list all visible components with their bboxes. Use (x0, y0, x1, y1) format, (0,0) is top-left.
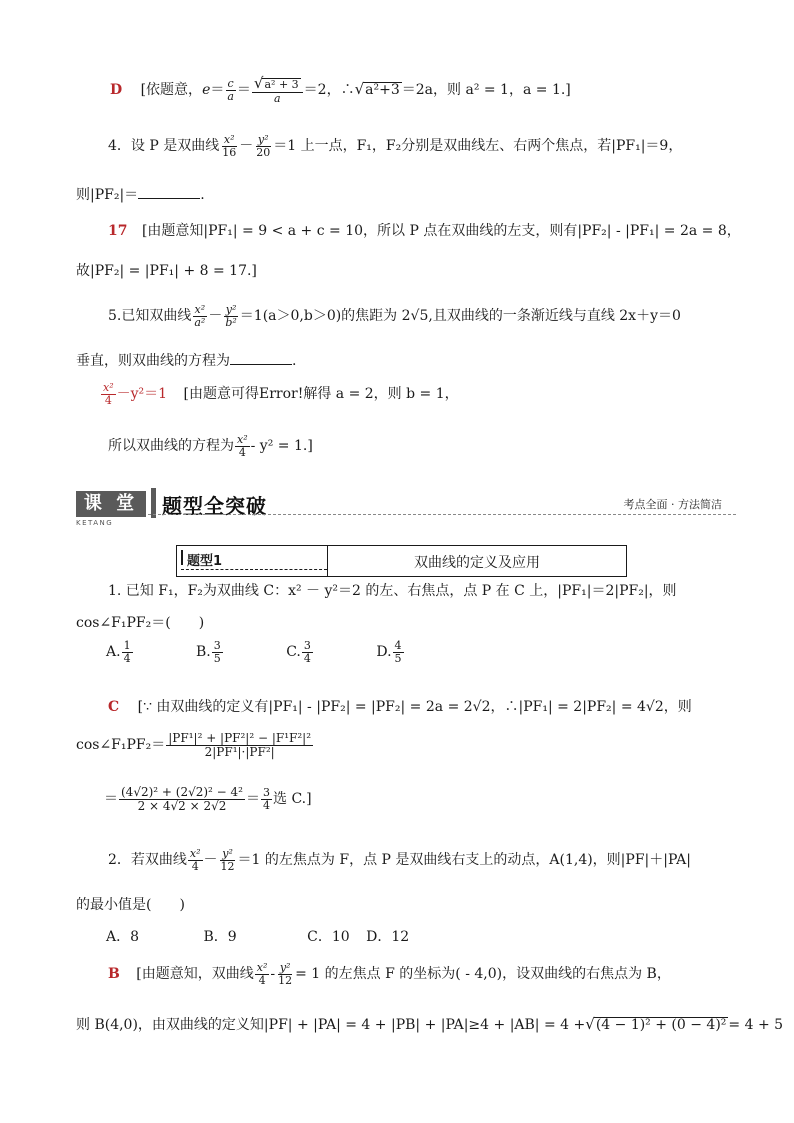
question-4-line1: 4．设 P 是双曲线 $\frac{\text{x²}}{16}$ － $\frac{\text{y²}}{20}$ ＝1 上一点，F₁，F₂分别是双曲线左、右两个焦点，若|PF₁|＝9， (108, 133, 683, 159)
answer-letter: 17 (108, 223, 128, 239)
answer-3-line: D [依题意，e＝ $\frac{c}{a}$ ＝ $\frac{\text{√a² + 3}}{a}$ ＝2，∴√a²+3 ＝2a，则 a² = 1，a = 1.] (110, 74, 571, 105)
option-a: A. $\frac{1}{4}$ (106, 639, 131, 665)
section-header (76, 488, 736, 530)
option-d: D．12 (366, 929, 410, 945)
problem-2-line2: 的最小值是( ) (76, 897, 185, 913)
problem-1-line2: cos∠F₁PF₂＝( ) (76, 615, 205, 631)
answer-2-line2: 则 B(4,0)，由双曲线的定义知|PF| + |PA| = 4 + |PB| + |PA|≥4 + |AB| = 4 +√(4 − 1)² + (0 − 4)² = 4 + 5 (76, 1015, 784, 1033)
answer-letter: D (110, 82, 123, 99)
option-a: A．8 (106, 929, 140, 945)
type-heading-box (176, 545, 627, 577)
answer-5-line1: $\frac{\text{x²}}{4}$ －y²＝1 [由题意可得Error!解得 a = 2，则 b = 1， (103, 381, 459, 407)
type-label: 题型1 (187, 554, 223, 569)
fraction: $\frac{c}{a}$ (227, 77, 234, 103)
section-subtitle: 考点全面 · 方法简洁 (623, 498, 722, 511)
section-label: 课 堂 (76, 491, 146, 517)
answer-blank (138, 186, 200, 199)
question-5-line2: 垂直，则双曲线的方程为 . (76, 353, 297, 369)
problem-1-line1: 1. 已知 F₁，F₂为双曲线 C：x² － y²＝2 的左、右焦点，点 P 在 C 上，|PF₁|＝2|PF₂|，则 (108, 583, 677, 599)
answer-1-line2: cos∠F₁PF₂＝ $\frac{\text{|PF¹|² + |PF²|² − |F¹F²|²}}{\text{2|PF¹|·|PF²|}}$ (76, 731, 312, 759)
section-title: 题型全突破 (162, 494, 267, 518)
section-divider (148, 514, 736, 515)
question-4-line2: 则|PF₂|＝ . (76, 187, 205, 203)
option-c: C．10 (307, 929, 350, 945)
answer-1-line3: ＝ $\frac{\text{(4√2)² + (2√2)² − 4²}}{2 \times 4√2 \times 2√2}$ ＝ $\frac{3}{4}$ 选 C.] (104, 785, 312, 813)
question-5-line1: 5.已知双曲线 $\frac{\text{x²}}{\text{a²}}$ － $\frac{\text{y²}}{\text{b²}}$ ＝1(a＞0,b＞0)的焦距为 2√5,且双曲线的一条渐近线与直线 2x＋y＝0 (108, 303, 681, 329)
answer-4-line1: 17 [由题意知|PF₁| = 9 < a + c = 10，所以 P 点在双曲线的左支，则有|PF₂| - |PF₁| = 2a = 8， (108, 223, 741, 239)
answer-2-line1: B [由题意知，双曲线 $\frac{\text{x²}}{4}$ - $\frac{\text{y²}}{12}$ = 1 的左焦点 F 的坐标为( - 4,0)，设双曲线的右焦点为 B， (108, 961, 671, 987)
answer-4-line2: 故|PF₂| = |PF₁| + 8 = 17.] (76, 263, 257, 279)
section-label-en: KETANG (76, 519, 114, 527)
option-b: B．9 (203, 929, 237, 945)
problem-2-options (106, 926, 409, 946)
answer-blank (230, 352, 292, 365)
type-title: 双曲线的定义及应用 (414, 555, 540, 571)
option-d: D. $\frac{4}{5}$ (376, 639, 402, 665)
option-b: B. $\frac{3}{5}$ (196, 639, 221, 665)
fraction: $\frac{\text{√a² + 3}}{a}$ (252, 76, 303, 104)
problem-2-line1: 2．若双曲线 $\frac{\text{x²}}{4}$ － $\frac{\text{y²}}{12}$ ＝1 的左焦点为 F，点 P 是双曲线右支上的动点，A(1,4)，则|PF|＋|PA| (108, 847, 691, 873)
answer-letter: C (108, 699, 120, 715)
problem-1-options (106, 640, 405, 664)
answer-letter: B (108, 966, 120, 983)
answer-5-line2: 所以双曲线的方程为 $\frac{\text{x²}}{4}$ - y² = 1.] (108, 433, 313, 459)
answer-1-line1: C [∵ 由双曲线的定义有|PF₁| - |PF₂| = |PF₂| = 2a = 2√2，∴|PF₁| = 2|PF₂| = 4√2，则 (108, 699, 692, 715)
option-c: C. $\frac{3}{4}$ (286, 639, 311, 665)
